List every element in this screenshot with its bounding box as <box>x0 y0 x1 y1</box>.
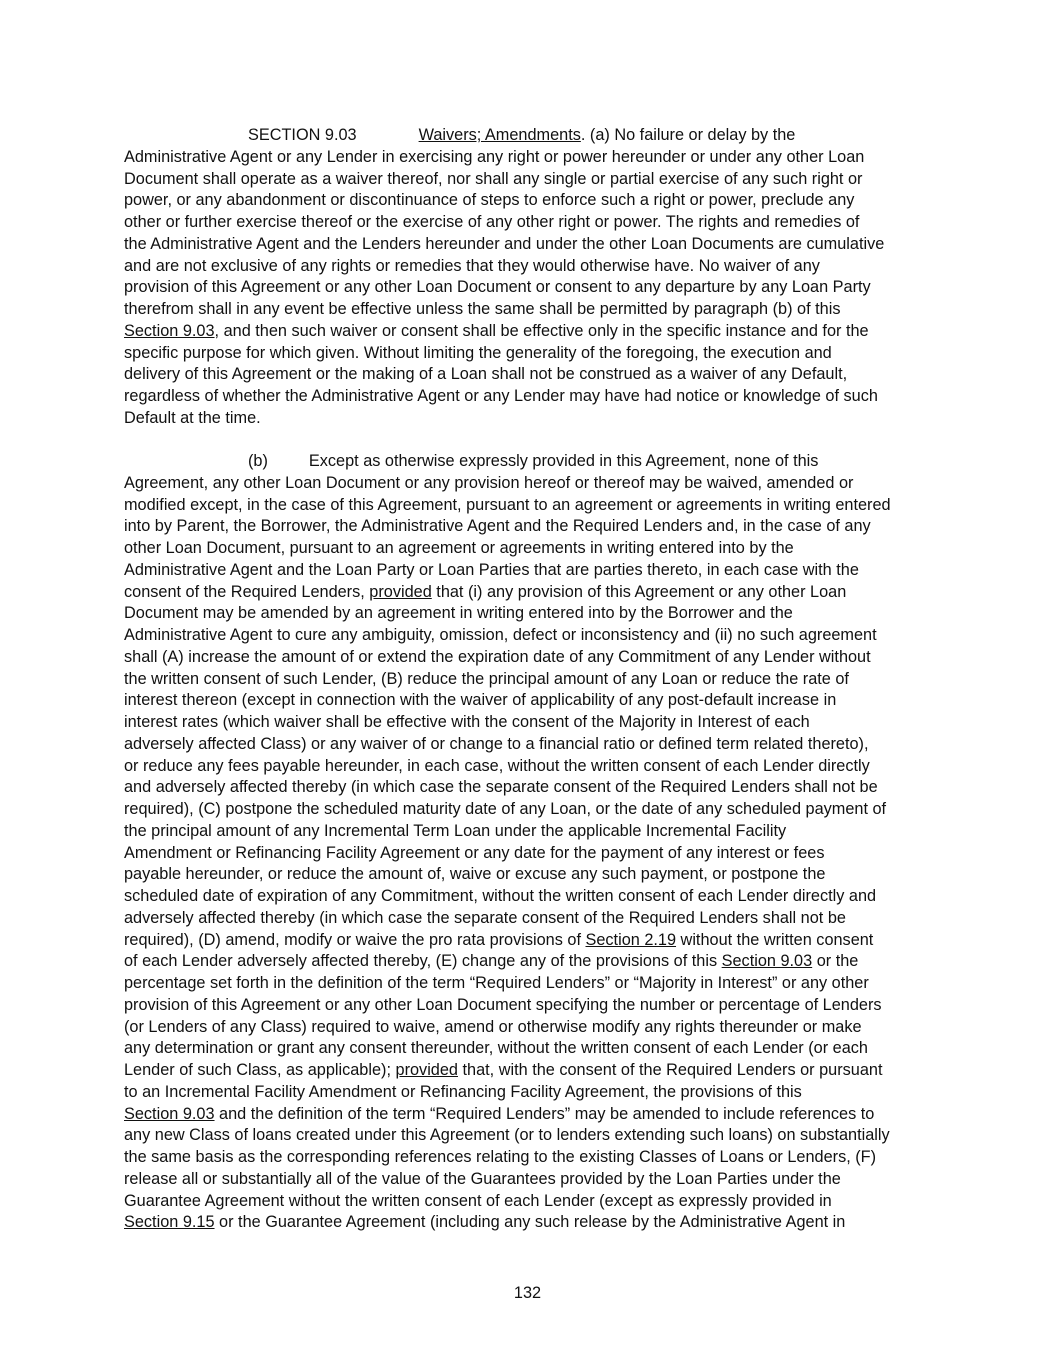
text-line: percentage set forth in the definition of the term “Required Lenders” or “Majority in Interest” or any other <box>124 974 869 992</box>
paragraph-b-first-line: (b) Except as otherwise expressly provided in this Agreement, none of this <box>248 452 819 470</box>
section-reference-9-03: Section 9.03 <box>721 952 813 971</box>
text-line: Guarantee Agreement without the written consent of each Lender (except as expressly provided in <box>124 1191 832 1210</box>
text-line: Administrative Agent or any Lender in exercising any right or power hereunder or under any other Loan <box>124 147 865 166</box>
text-line: of each Lender adversely affected thereby, (E) change any of the provisions of this Section 9.03 or the <box>124 952 859 971</box>
text-line: to an Incremental Facility Amendment or Refinancing Facility Agreement, the provisions of this <box>124 1082 802 1101</box>
text-line: Agreement, any other Loan Document or any provision hereof or thereof may be waived, amended or <box>124 473 854 492</box>
text-line: payable hereunder, or reduce the amount of, waive or excuse any such payment, or postpone the <box>124 865 826 884</box>
section-reference-9-03: Section 9.03 <box>124 1104 215 1123</box>
section-reference-9-15: Section 9.15 <box>124 1213 215 1232</box>
text-line: into by Parent, the Borrower, the Administrative Agent and the Required Lenders and, in the case of any <box>124 517 871 536</box>
text-line: therefrom shall in any event be effective unless the same shall be permitted by paragraph (b) of this <box>124 300 841 318</box>
section-label: SECTION 9.03 <box>248 126 357 144</box>
provided-term: provided <box>395 1061 458 1079</box>
text-line: Amendment or Refinancing Facility Agreement or any date for the payment of any interest or fees <box>124 843 825 862</box>
text-line: consent of the Required Lenders, provided that (i) any provision of this Agreement or any other Loan <box>124 582 847 601</box>
text-line: and adversely affected thereby (in which case the separate consent of the Required Lenders shall not be <box>124 778 878 797</box>
text-line: adversely affected thereby (in which case the separate consent of the Required Lenders shall not be <box>124 908 846 927</box>
text-line: shall (A) increase the amount of or extend the expiration date of any Commitment of any Lender without <box>124 647 871 666</box>
text-line: Section 9.03 and the definition of the term “Required Lenders” may be amended to include references to <box>124 1104 875 1123</box>
text-line: the Administrative Agent and the Lenders hereunder and under the other Loan Documents are cumulative <box>124 234 885 253</box>
text-line: release all or substantially all of the value of the Guarantees provided by the Loan Parties under the <box>124 1169 841 1188</box>
section-9-03-paragraph-b <box>124 451 932 1234</box>
text-line: any determination or grant any consent thereunder, without the written consent of each Lender (or each <box>124 1039 868 1058</box>
paragraph-label-b: (b) <box>248 452 268 470</box>
text-line: Section 9.15 or the Guarantee Agreement (including any such release by the Administrative Agent in <box>124 1213 846 1232</box>
section-heading: Waivers; Amendments <box>418 126 581 144</box>
text-line: Document may be amended by an agreement in writing entered into by the Borrower and the <box>124 604 793 623</box>
text-line: specific purpose for which given. Without limiting the generality of the foregoing, the execution and <box>124 343 832 362</box>
section-reference-2-19: Section 2.19 <box>585 930 677 949</box>
text-line: delivery of this Agreement or the making of a Loan shall not be construed as a waiver of any Default, <box>124 365 848 384</box>
text-line: Lender of such Class, as applicable); provided that, with the consent of the Required Lenders or pursuant <box>124 1061 883 1079</box>
text-line: interest rates (which waiver shall be effective with the consent of the Majority in Interest of each <box>124 713 810 731</box>
text-line: scheduled date of expiration of any Commitment, without the written consent of each Lender directly and <box>124 887 877 905</box>
text-line: other Loan Document, pursuant to an agreement or agreements in writing entered into by the <box>124 539 794 557</box>
text-line: Administrative Agent to cure any ambiguity, omission, defect or inconsistency and (ii) no such agreement <box>124 626 877 644</box>
text-line: interest thereon (except in connection with the waiver of applicability of any post-default increase in <box>124 691 837 710</box>
text-line: or reduce any fees payable hereunder, in each case, without the written consent of each Lender directly <box>124 756 870 775</box>
text-line: Document shall operate as a waiver thereof, nor shall any single or partial exercise of any such right or <box>124 169 863 188</box>
heading-suffix: . (a) No failure or delay by the <box>580 126 796 144</box>
text-line: modified except, in the case of this Agreement, pursuant to an agreement or agreements in writing entered <box>124 495 891 514</box>
text-line: Default at the time. <box>124 408 261 427</box>
text-line: Section 9.03, and then such waiver or consent shall be effective only in the specific instance and for the <box>124 321 869 340</box>
text-line: required), (C) postpone the scheduled maturity date of any Loan, or the date of any scheduled payment of <box>124 800 887 818</box>
section-heading-line <box>124 125 932 147</box>
text-line: Administrative Agent and the Loan Party or Loan Parties that are parties thereto, in each case with the <box>124 560 859 579</box>
provided-term: provided <box>369 582 432 601</box>
page-number: 132 <box>513 1284 542 1302</box>
section-9-03-paragraph-a <box>124 125 932 430</box>
text-line: power, or any abandonment or discontinuance of steps to enforce such a right or power, preclude any <box>124 191 855 210</box>
text-line: regardless of whether the Administrative Agent or any Lender may have had notice or knowledge of such <box>124 387 878 405</box>
text-line: adversely affected Class) or any waiver of or change to a financial ratio or defined term related thereto), <box>124 734 869 753</box>
text-line: required), (D) amend, modify or waive the pro rata provisions of Section 2.19 without the written consent <box>124 930 874 949</box>
text-line: other or further exercise thereof or the exercise of any other right or power. The rights and remedies of <box>124 213 860 231</box>
text-line: any new Class of loans created under this Agreement (or to lenders extending such loans) on substantially <box>124 1126 890 1145</box>
text-line: the principal amount of any Incremental Term Loan under the applicable Incremental Facility <box>124 821 787 840</box>
text-line: the same basis as the corresponding references relating to the existing Classes of Loans or Lenders, (F) <box>124 1148 877 1166</box>
text-line: the written consent of such Lender, (B) reduce the principal amount of any Loan or reduce the rate of <box>124 669 849 688</box>
section-reference-9-03: Section 9.03 <box>124 321 215 340</box>
text-line: provision of this Agreement or any other Loan Document or consent to any departure by any Loan Party <box>124 278 871 297</box>
text-line: provision of this Agreement or any other Loan Document specifying the number or percentage of Lenders <box>124 995 882 1014</box>
text-line: (or Lenders of any Class) required to waive, amend or otherwise modify any rights thereunder or make <box>124 1017 862 1036</box>
text-line: and are not exclusive of any rights or remedies that they would otherwise have. No waiver of any <box>124 256 820 275</box>
